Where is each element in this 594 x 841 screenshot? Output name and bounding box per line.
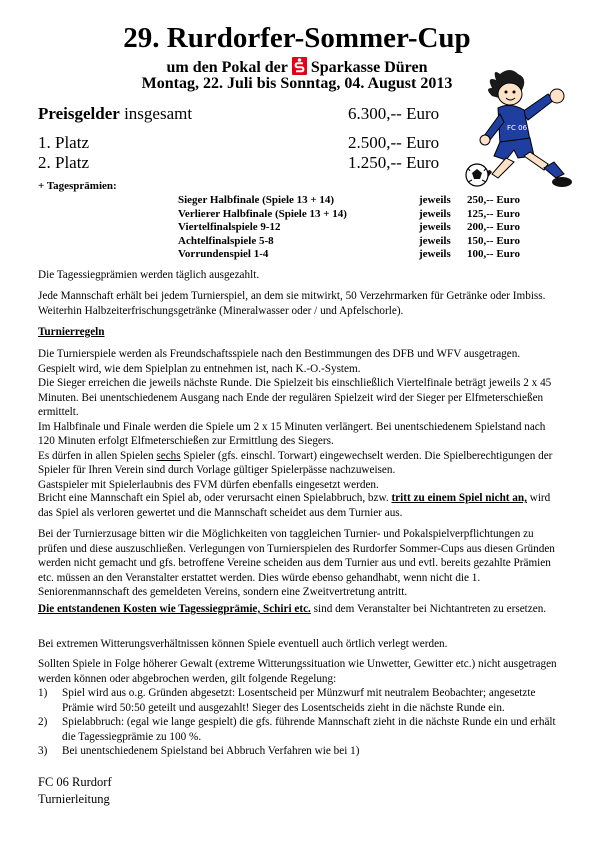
rule-playing-time: Die Sieger erreichen die jeweils nächste Runde. Die Spielzeit bis einschließlich Viertelfinale beträgt jeweils 2 x 45 Minuten. Bei unentschiedenem Ausgang nach Ende der regulären Spielzeit wird der Sieger per Elfmeterschießen ermittelt.	[38, 377, 552, 418]
forfeit-emphasis: tritt zu einem Spiel nicht an,	[391, 492, 527, 504]
list-item	[38, 744, 558, 759]
forfeit-paragraph	[38, 491, 558, 520]
subtitle-pre: um den Pokal der	[166, 59, 288, 76]
daily-bonus-each: jeweils	[419, 207, 451, 220]
prize-first-label: 1. Platz	[38, 133, 89, 152]
list-item	[38, 715, 558, 744]
prize-total-label-bold: Preisgelder	[38, 104, 120, 123]
rules-heading: Turnierregeln	[38, 326, 105, 338]
rule-substitutions-text: Es dürfen in allen Spielen	[38, 449, 157, 462]
rules-block	[38, 347, 558, 492]
scheduling-paragraph: Bei der Turnierzusage bitten wir die Möglichkeiten von taggleichen Turnier- und Pokalspielverpflichtungen zu prüfen und diese auszuschließen. Verlegungen von Turnierspielen des Rurdorfer Sommer-Cups aus diesen Gründen werden nicht gemacht und gfs. betroffene Vereine scheiden aus dem Turnier aus und evtl. bereits gezahlte Prämien etc. müssen an den Veranstalter erstattet werden. Dies würde ebenso gehandhabt, wenn nicht die 1. Seniorenmannschaft des gemeldeten Vereins, sondern eine Zweitvertretung antritt.	[38, 528, 555, 598]
prize-first-amount: 2.500,-- Euro	[348, 133, 440, 152]
daily-bonus-each: jeweils	[419, 234, 451, 247]
prize-first-row	[38, 133, 440, 153]
daily-bonus-heading: + Tagesprämien:	[38, 180, 117, 192]
list-item-number: 2)	[38, 716, 48, 728]
weather-paragraph: Bei extremen Witterungsverhältnissen können Spiele eventuell auch örtlich verlegt werden.	[38, 638, 448, 650]
subtitle-post: Sparkasse Düren	[310, 59, 428, 76]
costs-emphasis: Die entstandenen Kosten wie Tagessiegprämie, Schiri etc.	[38, 603, 311, 615]
list-item-number: 3)	[38, 745, 48, 757]
forfeit-text: Bricht eine Mannschaft ein Spiel ab, oder verursacht einen Spielabbruch, bzw.	[38, 492, 392, 504]
signature-org: Turnierleitung	[38, 792, 110, 806]
tournament-dates: Montag, 22. Juli bis Sonntag, 04. August 2013	[141, 75, 453, 92]
prize-second-row	[38, 153, 440, 173]
soccer-player-illustration	[462, 66, 577, 194]
prize-second-label: 2. Platz	[38, 153, 89, 172]
daily-bonus-amount: 125,-- Euro	[467, 207, 520, 220]
signature-club: FC 06 Rurdorf	[38, 775, 112, 789]
daily-bonus-row	[178, 248, 520, 261]
daily-bonus-label: Viertelfinalspiele 9-12	[178, 221, 281, 233]
svg-text:FC 06: FC 06	[507, 124, 528, 132]
daily-bonus-row	[178, 234, 520, 248]
sparkasse-logo-icon	[292, 57, 307, 75]
prize-second-amount: 1.250,-- Euro	[348, 153, 440, 172]
daily-payout-note: Die Tagessiegprämien werden täglich ausgezahlt.	[38, 269, 260, 281]
daily-bonus-each: jeweils	[419, 194, 451, 206]
prize-total-amount: 6.300,-- Euro	[348, 104, 440, 123]
costs-text: sind dem Veranstalter bei Nichtantreten zu ersetzen.	[310, 603, 547, 615]
list-item-number: 1)	[38, 687, 48, 699]
daily-bonus-row	[178, 194, 520, 207]
daily-bonus-label: Achtelfinalspiele 5-8	[178, 234, 274, 247]
forfeit-text-2: wird das Spiel als verloren gewertet und die Mannschaft scheidet aus dem Turnier aus.	[38, 492, 551, 519]
rule-semifinal-final: Im Halbfinale und Finale werden die Spiele um 2 x 15 Minuten verlängert. Bei unentschiedenem Spielstand nach 120 Minuten erfolgt Elfmeterschießen zur Ermittlung des Siegers.	[38, 420, 546, 447]
daily-bonus-amount: 200,-- Euro	[467, 221, 520, 233]
force-majeure-list	[38, 686, 558, 759]
daily-bonus-label: Vorrundenspiel 1-4	[178, 248, 269, 260]
page-title: 29. Rurdorfer-Sommer-Cup	[123, 22, 471, 54]
costs-paragraph	[38, 602, 558, 617]
daily-bonus-amount: 100,-- Euro	[467, 248, 520, 260]
daily-bonus-label: Verlierer Halbfinale (Spiele 13 + 14)	[178, 207, 347, 220]
refreshment-paragraph: Jede Mannschaft erhält bei jedem Turnierspiel, an dem sie mitwirkt, 50 Verzehrmarken für Getränke oder Imbiss. Weiterhin Halbzeiterfrischungsgetränke (Mineralwasser oder / und Apfelschorle).	[38, 290, 546, 317]
rule-ko-system: Gespielt wird, wie dem Spielplan zu entnehmen ist, nach K.-O.-System.	[38, 362, 361, 375]
prize-total-row	[38, 104, 440, 124]
rule-substitutions-count: sechs	[156, 449, 181, 462]
rule-substitutions-text-2: Spieler (gfs. einschl. Torwart) eingewechselt werden. Die Spielberechtigungen der Spieler für Ihren Verein sind durch Vorlage gültiger Spielerpässe nachzuweisen.	[38, 449, 553, 476]
daily-bonus-amount: 250,-- Euro	[467, 194, 520, 206]
daily-bonus-row	[178, 207, 520, 221]
list-item-text: Spielabbruch: (egal wie lange gespielt) die gfs. führende Mannschaft zieht in die nächste Runde ein und erhält die Tagessiegprämie zu 100 %.	[62, 716, 556, 743]
prize-total-label: insgesamt	[119, 104, 193, 123]
rule-guest-players: Gastspieler mit Spielerlaubnis des FVM dürfen ebenfalls eingesetzt werden.	[38, 478, 379, 491]
rule-friendly-games: Die Turnierspiele werden als Freundschaftsspiele nach den Bestimmungen des DFB und WFV ausgetragen.	[38, 348, 521, 360]
daily-bonus-label: Sieger Halbfinale (Spiele 13 + 14)	[178, 194, 335, 206]
force-majeure-paragraph: Sollten Spiele in Folge höherer Gewalt (extreme Witterungssituation wie Unwetter, Gewitter etc.) nicht ausgetragen werden können oder abgebrochen werden, gilt folgende Regelung:	[38, 658, 557, 685]
daily-bonus-row	[178, 221, 520, 234]
daily-bonus-amount: 150,-- Euro	[467, 234, 520, 247]
list-item	[38, 686, 558, 715]
rule-substitutions	[38, 449, 558, 478]
daily-bonus-each: jeweils	[419, 221, 451, 233]
daily-bonus-each: jeweils	[419, 248, 451, 260]
list-item-text: Bei unentschiedenem Spielstand bei Abbruch Verfahren wie bei 1)	[62, 745, 360, 757]
list-item-text: Spiel wird aus o.g. Gründen abgesetzt: Losentscheid per Münzwurf mit neutralem Beobachter; angesetzte Prämie wird 50:50 geteilt und ausgezahlt! Sieger des Losentscheids zieht in die nächste Runde ein.	[62, 687, 536, 714]
